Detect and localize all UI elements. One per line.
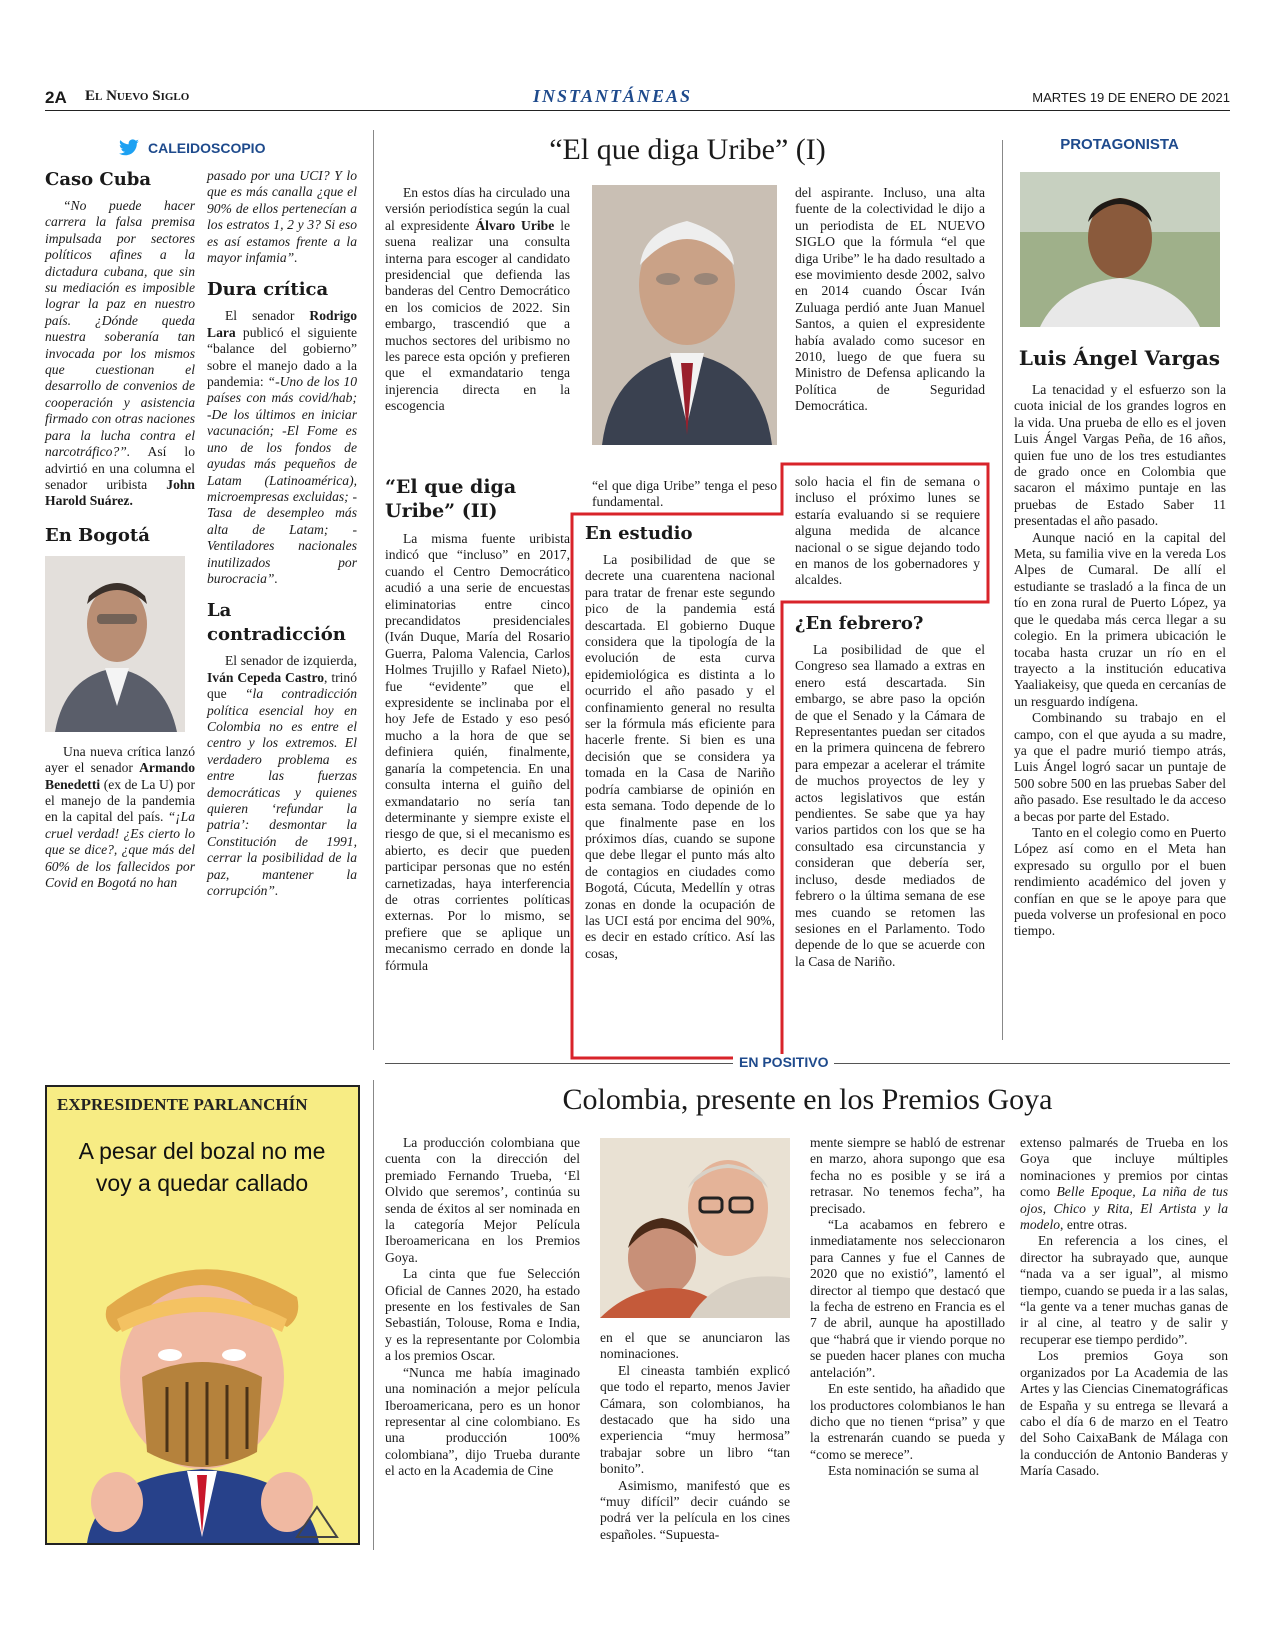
cartoon-header: EXPRESIDENTE PARLANCHÍN bbox=[57, 1095, 308, 1114]
section-title: INSTANTÁNEAS bbox=[533, 86, 693, 106]
contradiccion-title: La contradicción bbox=[207, 600, 346, 646]
masthead: El Nuevo Siglo bbox=[85, 88, 190, 104]
caleidoscopio-title: CALEIDOSCOPIO bbox=[148, 140, 266, 156]
uribe-col3: del aspirante. Incluso, una alta fuente de la colectividad le dijo a un periodista de EL NUEVO SIGLO que la fórmula “el que diga Uribe” le ha dado resultado a ese movimiento desde 2002, salvo en 2014 cuando Óscar Iván Zuluaga perdió ante Juan Manuel Santos, a quien el expresidente había avalado como sucesor en 2010, luego de que fuera su Ministro de Defensa aplicando la Política de Seguridad Democrática. bbox=[795, 185, 985, 414]
caleidoscopio-col2 bbox=[207, 168, 357, 899]
bogota-title: En Bogotá bbox=[45, 524, 150, 546]
caleidoscopio-label bbox=[118, 136, 265, 160]
caleidoscopio-col1 bbox=[45, 168, 195, 891]
uribe-col1: En estos días ha circulado una versión periodística según la cual al expresidente Álvaro Uribe le suena realizar una consulta interna para escoger al candidato presidencial que defienda las banderas del Centro Democrático en los comicios de 2022. Sin embargo, trascendió que a muchos sectores del uribismo no les parece esta opción y prefieren que el exmandatario tenga injerencia directa en la escogencia bbox=[385, 185, 570, 414]
date: MARTES 19 DE ENERO DE 2021 bbox=[1032, 90, 1230, 105]
estudio-section bbox=[585, 522, 775, 962]
protagonista-body: La tenacidad y el esfuerzo son la cuota inicial de los grandes logros en la vida. Una prueba de ello es el joven Luis Ángel Vargas Peña, de 16 años, quien fue uno de los tres estudiantes de grado once en Colombia que sacaron el máximo puntaje en las pruebas de Estado Saber 11 presentadas el año pasado. Aunque nació en la capital del Meta, su familia vive en la vereda Los Alpes de Cumaral. De allí el estudiante se trasladó a la finca de un tío en zona rural de Puerto López, ya que le quedaba más cerca llegar a su colegio. En la primera ubicación le tocaba hasta cruzar un río en el trayecto a la institución educativa Yaaliakeisy, que queda en cercanías de un resguardo indígena. Combinando su trabajo en el campo, con el que ayuda a su madre, ya que el padre murió tiempo atrás, Luis Ángel logró sacar un puntaje de 500 sobre 500 en las pruebas Saber del año pasado. Ese resultado le da acceso a becas por parte del Estado. Tanto en el colegio como en Puerto López así como en el Meta han expresado su orgullo por el buen rendimiento académico del joven y confían en que se le apoye para que pueda volverse un profesional en poco tiempo. bbox=[1014, 382, 1226, 939]
divider bbox=[1002, 140, 1003, 1040]
goya-headline: Colombia, presente en los Premios Goya bbox=[562, 1083, 1053, 1116]
cartoon-caption: A pesar del bozal no me voy a quedar callado bbox=[78, 1138, 326, 1196]
cartoon-figure bbox=[47, 1237, 358, 1543]
uribe-ii-section bbox=[385, 475, 570, 974]
estudio-cont: solo hacia el fin de semana o incluso el próximo lunes se estaría evaluando si se requiere alguna medida de alcance nacional o se sigue dejando todo en manos de los gobernadores y alcaldes. bbox=[795, 474, 980, 588]
benedetti-photo bbox=[45, 556, 185, 732]
page-header bbox=[45, 86, 1230, 112]
uribe-headline: “El que diga Uribe” (I) bbox=[549, 133, 826, 166]
estudio-body: La posibilidad de que se decrete una cuarentena nacional para tratar de frenar este segundo pico de la pandemia está descartada. El gobierno Duque considera que la tipología de la evolución de esta curva epidemiológica es distinta a lo ocurrido el año pasado y el confinamiento general no resulta ser la fórmula más eficiente para hacerle frente. Si bien es una decisión que se considera ya tomada en la Casa de Nariño podría cambiarse de opinión en esta semana. Todo depende de lo que finalmente pase en los próximos días, cuando se supone que debe llegar el punto más alto de contagios en ciudades como Bogotá, Cúcuta, Medellín y otras zonas en donde la ocupación de las UCI está por encima del 90%, es decir en estado crítico. Así las cosas, bbox=[585, 552, 775, 961]
uribe-ii-title: “El que diga Uribe” (II) bbox=[385, 476, 517, 522]
caso-cuba-title: Caso Cuba bbox=[45, 169, 152, 190]
contradiccion-body: El senador de izquierda, Iván Cepeda Castro, trinó que “la contradicción política esencial hoy en Colombia no es entre el centro y los extremos. El verdadero problema es entre las fuerzas democráticas y quienes quieren ‘refundar la patria’: desmontar la Constitución de 1991, cerrar la posibilidad de la paz, mantener la corrupción”. bbox=[207, 653, 357, 899]
protagonista-photo bbox=[1020, 172, 1220, 327]
goya-col1: La producción colombiana que cuenta con la dirección del premiado Fernando Trueba, ‘El Olvido que seremos’, continúa su senda de éxitos al ser nominada en la categoría Mejor Película Iberoamericana en los Premios Goya. La cinta que fue Selección Oficial de Cannes 2020, ha estado presente en los festivales de San Sebastián, Tolouse, Roma e India, y es la representante por Colombia a los premios Oscar. “Nunca me había imaginado una nominación a mejor película Iberoamericana, pero es un honor representar al cine colombiano. Es una producción 100% colombiana”, dijo Trueba durante el acto en la Academia de Cine bbox=[385, 1135, 580, 1479]
twitter-icon bbox=[118, 139, 140, 157]
uribe-ii-body: La misma fuente uribista indicó que “incluso” en 2017, cuando el Centro Democrático acudió a una serie de encuestas eliminatorias entre cinco precandidatos presidenciales (Iván Duque, María del Rosario Guerra, Paloma Valencia, Carlos Holmes Trujillo y Rafael Nieto), fue “evidente” que el expresidente se inclinaba por el hoy Jefe de Estado y eso pesó mucho a la hora de que se definiera quién, finalmente, ganaría la competencia. En una consulta interna el guiño del exmandatario no sería tan determinante y siempre existe el riesgo de que, si el mecanismo es abierto, es decir que pueden participar personas que no estén carnetizadas, haya interferencia de otras corrientes políticas externas. Por lo mismo, se prefiere que se aplique un mecanismo cerrado en donde la fórmula bbox=[385, 531, 570, 973]
uribe-photo bbox=[592, 185, 777, 445]
estudio-title: En estudio bbox=[585, 523, 693, 544]
protagonista-name: Luis Ángel Vargas bbox=[1018, 346, 1221, 370]
bogota-body: Una nueva crítica lanzó ayer el senador Armando Benedetti (ex de La U) por el manejo de la pandemia en la capital del país. “¡La cruel verdad! ¿Es cierto lo que se dice?, ¿que más del 60% de los fallecidos por Covid en Bogotá no han bbox=[45, 743, 195, 890]
dura-critica-body: El senador Rodrigo Lara publicó el siguiente “balance del gobierno” sobre el manejo dado a la pandemia: “-Uno de los 10 países con más covid/hab; -De los últimos en iniciar vacunación; -El Fome es uno de los fondos de ayudas más pequeños de Latam (Latinoamérica), microempresas excluidas; -Tasa de desempleo más alta de Latam; -Ventiladores nacionales inutilizados por burocracia”. bbox=[207, 308, 357, 586]
febrero-section bbox=[795, 612, 985, 970]
febrero-body: La posibilidad de que el Congreso sea llamado a extras en enero está descartada. Sin embargo, se abre paso la opción de que el Senado y la Cámara de Representantes puedan ser citados en la primera quincena de febrero para empezar a acelerar el trámite de muchos proyectos de ley y actos legislativos que están pendientes. Se sabe que ya hay varios partidos con los que se ha consultado esa circunstancia y consideran que debería ser, incluso, desde mediados de febrero o la última semana de ese mes cuando se retomen las sesiones en el Parlamento. Todo depende de lo que se acuerde con la Casa de Nariño. bbox=[795, 642, 985, 969]
cartoon bbox=[45, 1085, 360, 1545]
protagonista-label: PROTAGONISTA bbox=[1060, 136, 1179, 153]
divider bbox=[373, 130, 374, 1050]
header-rule bbox=[45, 110, 1230, 111]
goya-photo bbox=[600, 1138, 790, 1318]
page-number: 2A bbox=[45, 88, 67, 107]
goya-col2: en el que se anunciaron las nominaciones. El cineasta también explicó que todo el reparto, menos Javier Cámara, son colombianos, ha destacado que ha sido una experiencia “muy hermosa” trabajar sobre un libro “tan bonito”. Asimismo, manifestó que es “muy difícil” decir cuándo se podrá ver la película en los cines españoles. “Supuesta- bbox=[600, 1330, 790, 1542]
goya-col4: extenso palmarés de Trueba en los Goya que incluye múltiples nominaciones y premios por cintas como Belle Epoque, La niña de tus ojos, Chico y Rita, El Artista y la modelo, entre otras. En referencia a los cines, el director ha subrayado que, aunque “nada va a ser igual”, al mismo tiempo, cuando se pueda ir a las salas, “la gente va a tener muchas ganas de ir al cine, al teatro y de salir y recuperar ese tiempo perdido”. Los premios Goya son organizados por La Academia de las Artes y las Ciencias Cinematográficas de España y su entrega se llevará a cabo el día 6 de marzo en el Teatro del Soho CaixaBank de Málaga con la conducción de Antonio Banderas y María Casado. bbox=[1020, 1135, 1228, 1479]
febrero-title: ¿En febrero? bbox=[795, 613, 924, 634]
col2-quote: pasado por una UCI? Y lo que es más canalla ¿que el 90% de ellos pertenecían a los estratos 1, 2 y 3? Si eso es así estamos frente a la mayor infamia”. bbox=[207, 168, 357, 266]
dura-critica-title: Dura crítica bbox=[207, 279, 329, 301]
goya-col3: mente siempre se habló de estrenar en marzo, ahora supongo que esa fecha no es posible y se irá a retrasar. No tenemos fecha”, ha precisado. “La acabamos en febrero e inmediatamente nos seleccionaron para Cannes y fue el Cannes de 2020 que no existió”, lamentó el director al tiempo que destacó que la fecha de estreno en Francia es el 7 de abril, aunque ha apostillado que “habrá que ir viendo porque no se pueden hacer planes con mucha antelación”. En este sentido, ha añadido que los productores colombianos le han dicho que no tienen “prisa” y que la estrenarán cuando se pueda y “como se merece”. Esta nominación se suma al bbox=[810, 1135, 1005, 1479]
goya-kicker: EN POSITIVO bbox=[733, 1054, 834, 1070]
divider bbox=[373, 1080, 374, 1550]
uribe-col2-cont: “el que diga Uribe” tenga el peso fundamental. bbox=[592, 478, 777, 510]
caso-cuba-body: “No puede hacer carrera la falsa premisa impulsada por sectores políticos afines a la dictadura cubana, que sin su mediación es imposible lograr la paz en nuestro país. ¿Dónde queda nuestra soberanía tan invocada por los mismos que cuestionan el desarrollo de convenios de cooperación y asistencia firmado con otras naciones para la lucha contra el narcotráfico?”. Así lo advirtió en una columna el senador uribista John Harold Suárez. bbox=[45, 198, 195, 509]
